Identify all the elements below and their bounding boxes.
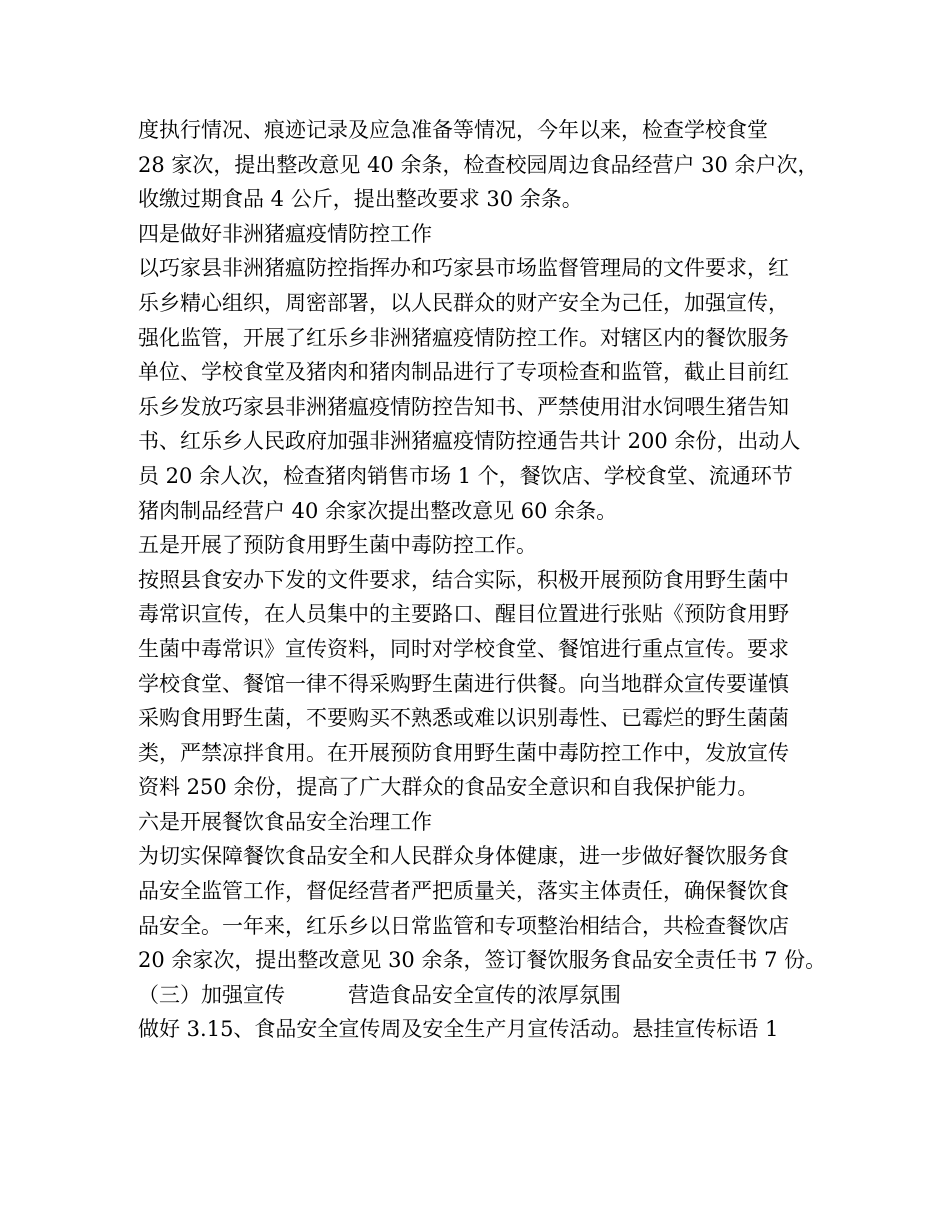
text-line: 毒常识宣传，在人员集中的主要路口、醒目位置进行张贴《预防食用野: [138, 602, 789, 627]
text-line: 做好 3.15、食品安全宣传周及安全生产月宣传活动。悬挂宣传标语 1: [138, 1017, 779, 1042]
text-line: 为切实保障餐饮食品安全和人民群众身体健康，进一步做好餐饮服务食: [138, 844, 789, 869]
text-line: 强化监管，开展了红乐乡非洲猪瘟疫情防控工作。对辖区内的餐饮服务: [138, 325, 789, 350]
text-line: 单位、学校食堂及猪肉和猪肉制品进行了专项检查和监管，截止目前红: [138, 360, 789, 385]
section-heading: （三）加强宣传 营造食品安全宣传的浓厚氛围: [138, 982, 621, 1007]
text-line: 品安全。一年来，红乐乡以日常监管和专项整治相结合，共检查餐饮店: [138, 913, 789, 938]
text-line: 乐乡发放巧家县非洲猪瘟疫情防控告知书、严禁使用泔水饲喂生猪告知: [138, 394, 789, 419]
text-line: 品安全监管工作，督促经营者严把质量关，落实主体责任，确保餐饮食: [138, 879, 789, 904]
body-text: [138, 113, 827, 1047]
text-line: 资料 250 余份，提高了广大群众的食品安全意识和自我保护能力。: [138, 775, 759, 800]
text-line: 28 家次，提出整改意见 40 余条，检查校园周边食品经营户 30 余户次，: [138, 152, 819, 177]
text-line: 采购食用野生菌，不要购买不熟悉或难以识别毒性、已霉烂的野生菌菌: [138, 706, 789, 731]
text-line: 20 余家次，提出整改意见 30 余条，签订餐饮服务食品安全责任书 7 份。: [138, 948, 827, 973]
text-line: 学校食堂、餐馆一律不得采购野生菌进行供餐。向当地群众宣传要谨慎: [138, 671, 789, 696]
section-heading: 四是做好非洲猪瘟疫情防控工作: [138, 221, 432, 246]
text-line: 按照县食安办下发的文件要求，结合实际，积极开展预防食用野生菌中: [138, 567, 789, 592]
text-line: 书、红乐乡人民政府加强非洲猪瘟疫情防控通告共计 200 余份，出动人: [138, 429, 801, 454]
text-line: 度执行情况、痕迹记录及应急准备等情况，今年以来，检查学校食堂: [138, 118, 768, 142]
text-line: 以巧家县非洲猪瘟防控指挥办和巧家县市场监督管理局的文件要求，红: [138, 256, 789, 281]
text-line: 猪肉制品经营户 40 余家次提出整改意见 60 余条。: [138, 498, 618, 523]
text-line: 员 20 余人次，检查猪肉销售市场 1 个，餐饮店、学校食堂、流通环节: [138, 463, 793, 488]
text-line: 类，严禁凉拌食用。在开展预防食用野生菌中毒防控工作中，发放宣传: [138, 740, 789, 765]
text-line: 收缴过期食品 4 公斤，提出整改要求 30 余条。: [138, 187, 583, 212]
section-heading: 五是开展了预防食用野生菌中毒防控工作。: [138, 533, 537, 558]
text-line: 生菌中毒常识》宣传资料，同时对学校食堂、餐馆进行重点宣传。要求: [138, 636, 789, 661]
text-line: 乐乡精心组织，周密部署，以人民群众的财产安全为己任，加强宣传，: [138, 290, 789, 315]
section-heading: 六是开展餐饮食品安全治理工作: [138, 809, 432, 834]
